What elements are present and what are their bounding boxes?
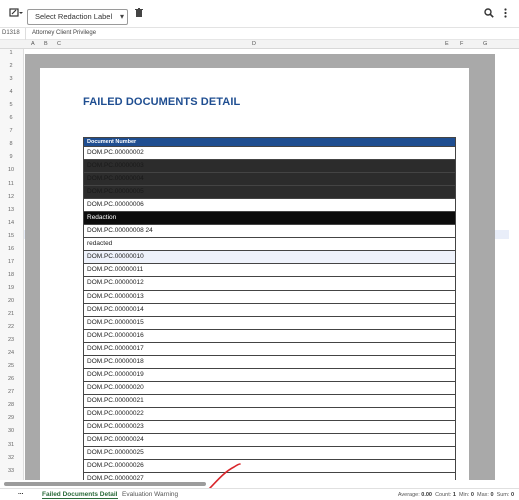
column-g-header[interactable]: G <box>483 41 488 47</box>
redact-tool-button[interactable] <box>7 5 25 23</box>
row-number[interactable]: 12 <box>7 193 15 200</box>
row-number[interactable]: 19 <box>7 284 15 291</box>
row-number[interactable]: 7 <box>9 128 13 135</box>
row-number[interactable]: 21 <box>7 311 15 317</box>
column-c-header[interactable]: C <box>57 41 61 47</box>
image-pane <box>25 54 495 480</box>
table-row: DOM.PC.00000008 24 <box>83 225 456 238</box>
row-number[interactable]: 3 <box>9 76 13 83</box>
row-number[interactable]: 31 <box>7 441 15 448</box>
row-number[interactable]: 14 <box>7 219 15 226</box>
table-row: DOM.PC.00000019 <box>83 369 456 382</box>
status-count-label: Count: <box>435 492 452 498</box>
row-number[interactable]: 27 <box>7 389 15 396</box>
table-row: DOM.PC.00000018 <box>83 356 456 369</box>
document-title: FAILED DOCUMENTS DETAIL <box>83 96 241 108</box>
toolbar <box>0 0 519 28</box>
column-d-header[interactable]: D <box>252 41 256 47</box>
sheet-tabs-bar <box>0 488 519 500</box>
row-number[interactable]: 28 <box>7 402 15 409</box>
search-icon <box>484 8 494 21</box>
cell-reference[interactable]: D1318 <box>2 30 20 36</box>
row-number[interactable]: 4 <box>9 89 13 96</box>
redaction-label-value: Select Redaction Label <box>35 12 113 21</box>
trash-icon <box>135 8 143 20</box>
delete-button[interactable] <box>132 5 146 23</box>
row-number[interactable]: 20 <box>7 297 15 304</box>
document-table-header: Document Number <box>83 137 456 147</box>
tab-evaluation-warning[interactable]: Evaluation Warning <box>122 491 179 498</box>
redacted-table-row: DOM.PC.00000005 <box>83 186 456 199</box>
chevron-down-icon: ▾ <box>119 12 124 21</box>
row-number[interactable]: 10 <box>7 167 15 174</box>
status-bar <box>398 492 514 498</box>
status-count-value: 1 <box>452 492 456 498</box>
status-sum-label: Sum: <box>496 492 510 498</box>
more-options-button[interactable] <box>499 5 511 23</box>
row-header <box>0 49 24 480</box>
row-number[interactable]: 24 <box>7 350 15 357</box>
row-number[interactable]: 9 <box>9 154 13 161</box>
row-number[interactable]: 1 <box>9 50 13 56</box>
table-row: DOM.PC.00000024 <box>83 434 456 447</box>
table-row: redacted <box>83 238 456 251</box>
row-number[interactable]: 33 <box>7 467 15 474</box>
table-row: DOM.PC.00000020 <box>83 382 456 395</box>
table-row: DOM.PC.00000023 <box>83 421 456 434</box>
table-row: DOM.PC.00000010 <box>83 251 456 264</box>
row-number[interactable]: 6 <box>9 115 13 122</box>
row-number[interactable]: 16 <box>7 245 15 252</box>
row-number[interactable]: 26 <box>7 376 15 383</box>
column-f-header[interactable]: F <box>460 41 464 47</box>
vertical-scrollbar[interactable] <box>509 49 519 480</box>
document-table <box>83 137 456 480</box>
table-row: DOM.PC.00000014 <box>83 304 456 317</box>
horizontal-scroll-thumb[interactable] <box>4 482 206 486</box>
status-average-value: 0.00 <box>421 492 432 498</box>
table-row: DOM.PC.00000006 <box>83 199 456 212</box>
row-number[interactable]: 29 <box>7 415 15 422</box>
column-header <box>0 40 519 49</box>
table-row: DOM.PC.00000016 <box>83 330 456 343</box>
search-button[interactable] <box>482 5 496 23</box>
more-vertical-icon <box>504 8 507 21</box>
table-row: DOM.PC.00000025 <box>83 447 456 460</box>
status-sum-value: 0 <box>510 492 514 498</box>
redacted-table-row: DOM.PC.00000004 <box>83 173 456 186</box>
table-row: DOM.PC.00000013 <box>83 291 456 304</box>
formula-divider <box>25 28 26 40</box>
more-sheets-button[interactable]: ... <box>18 489 24 496</box>
formula-bar <box>0 28 519 40</box>
embedded-document-page[interactable] <box>40 68 469 480</box>
row-number[interactable]: 8 <box>9 141 13 148</box>
column-b-header[interactable]: B <box>44 41 48 47</box>
table-row: DOM.PC.00000002 <box>83 147 456 160</box>
table-row: DOM.PC.00000026 <box>83 460 456 473</box>
status-max-label: Max: <box>476 492 489 498</box>
formula-value[interactable]: Attorney Client Privilege <box>32 30 97 36</box>
row-number[interactable]: 15 <box>7 232 15 239</box>
table-row: DOM.PC.00000027 <box>83 473 456 480</box>
redact-tool-icon <box>9 7 23 21</box>
row-number[interactable]: 25 <box>7 363 15 370</box>
status-min-value: 0 <box>470 492 474 498</box>
row-number[interactable]: 30 <box>7 428 15 435</box>
row-number[interactable]: 17 <box>7 258 15 265</box>
tab-failed-documents-detail[interactable]: Failed Documents Detail <box>42 491 118 498</box>
status-min-label: Min: <box>458 492 470 498</box>
column-a-header[interactable]: A <box>31 41 35 47</box>
table-row: DOM.PC.00000022 <box>83 408 456 421</box>
row-number[interactable]: 13 <box>7 206 15 213</box>
row-number[interactable]: 23 <box>7 337 15 344</box>
status-max-value: 0 <box>490 492 494 498</box>
row-number[interactable]: 32 <box>7 454 15 461</box>
row-number[interactable]: 22 <box>7 324 15 331</box>
redaction-label-select[interactable] <box>27 9 128 25</box>
row-number[interactable]: 2 <box>9 63 13 70</box>
table-row: DOM.PC.00000017 <box>83 343 456 356</box>
pen-annotation-mark <box>206 458 246 492</box>
redaction-label-row: Redaction <box>83 212 456 225</box>
sheet-grid[interactable] <box>24 49 519 480</box>
table-row: DOM.PC.00000011 <box>83 264 456 277</box>
status-average-label: Average: <box>397 492 420 498</box>
table-row: DOM.PC.00000012 <box>83 277 456 290</box>
row-number[interactable]: 5 <box>9 102 13 109</box>
table-row: DOM.PC.00000021 <box>83 395 456 408</box>
redacted-table-row: DOM.PC.00000003 <box>83 160 456 173</box>
table-row: DOM.PC.00000015 <box>83 317 456 330</box>
horizontal-scrollbar[interactable] <box>0 480 519 488</box>
row-number[interactable]: 11 <box>8 180 14 187</box>
column-e-header[interactable]: E <box>445 41 449 47</box>
row-number[interactable]: 18 <box>7 271 15 278</box>
